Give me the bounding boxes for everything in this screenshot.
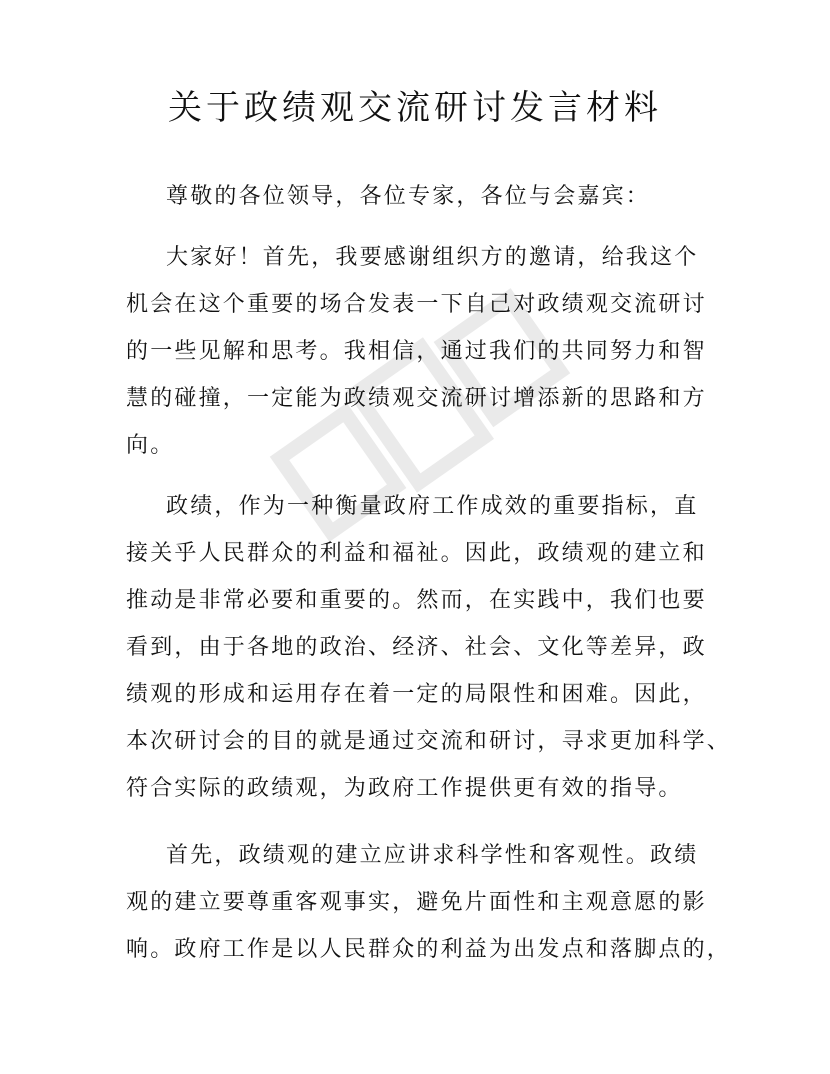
body-line: 的一些见解和思考。我相信，通过我们的共同努力和智	[126, 339, 707, 364]
body-line: 响。政府工作是以人民群众的利益为出发点和落脚点的，	[126, 937, 732, 962]
body-line: 慧的碰撞，一定能为政绩观交流研讨增添新的思路和方	[126, 386, 707, 411]
body-line: 推动是非常必要和重要的。然而，在实践中，我们也要	[126, 588, 707, 613]
body-line: 机会在这个重要的场合发表一下自己对政绩观交流研讨	[126, 292, 707, 317]
body-line: 看到，由于各地的政治、经济、社会、文化等差异，政	[126, 635, 707, 660]
body-line: 首先，政绩观的建立应讲求科学性和客观性。政绩	[166, 843, 699, 868]
body-line: 政绩，作为一种衡量政府工作成效的重要指标，直	[166, 494, 699, 519]
body-line: 向。	[126, 433, 175, 458]
body-line: 观的建立要尊重客观事实，避免片面性和主观意愿的影	[126, 890, 707, 915]
document-title: 关于政绩观交流研讨发言材料	[168, 88, 662, 128]
body-line: 本次研讨会的目的就是通过交流和研讨，寻求更加科学、	[126, 729, 732, 754]
body-line: 尊敬的各位领导，各位专家，各位与会嘉宾：	[166, 184, 651, 209]
body-line: 接关乎人民群众的利益和福祉。因此，政绩观的建立和	[126, 541, 707, 566]
body-line: 大家好！首先，我要感谢组织方的邀请，给我这个	[166, 245, 699, 270]
body-line: 绩观的形成和运用存在着一定的局限性和困难。因此，	[126, 682, 707, 707]
body-line: 符合实际的政绩观，为政府工作提供更有效的指导。	[126, 776, 683, 801]
